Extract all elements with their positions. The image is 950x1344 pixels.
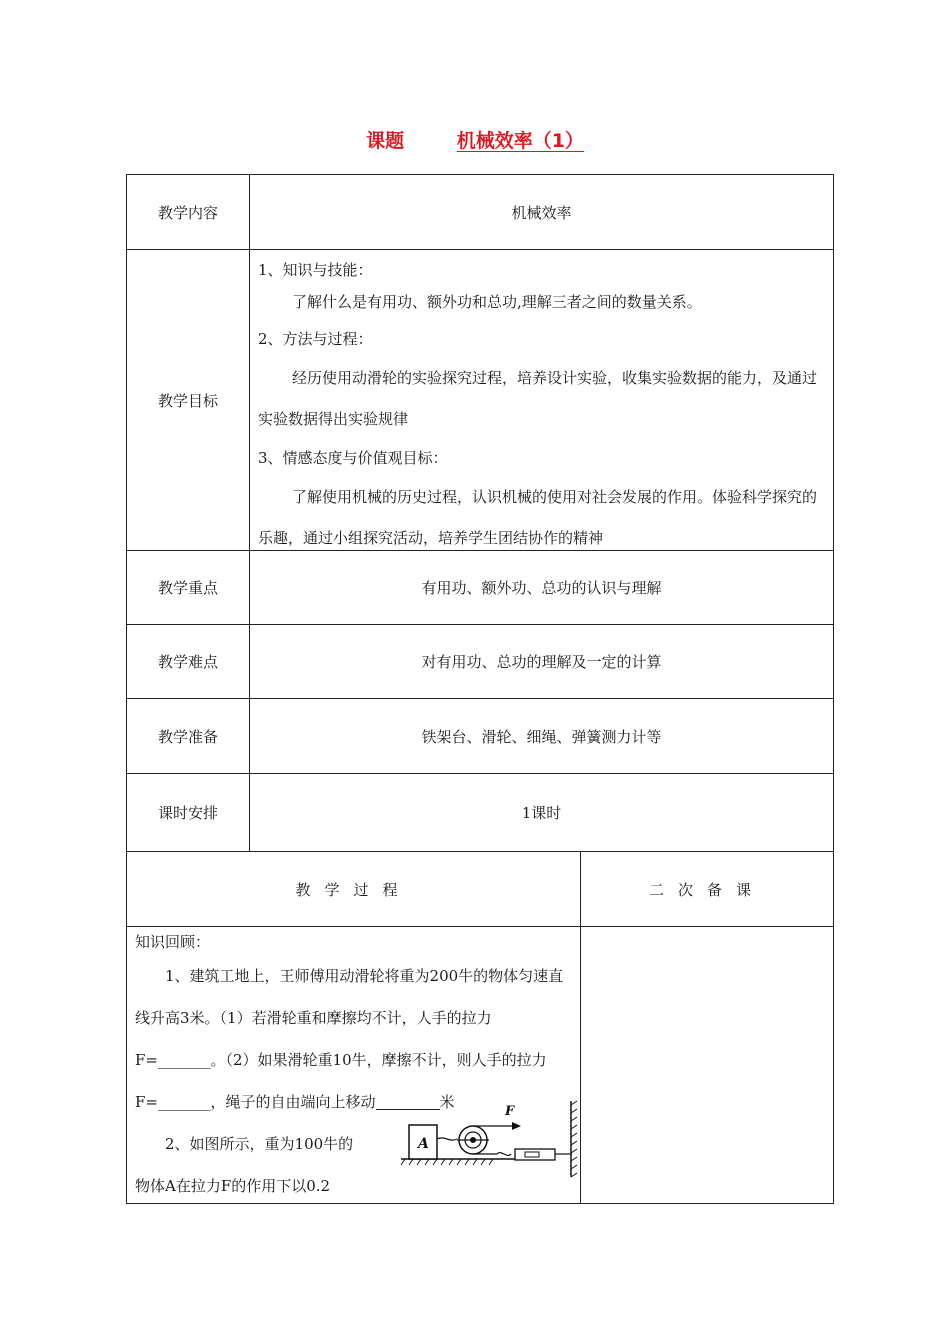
force-label: F bbox=[505, 1104, 515, 1119]
objectives-block bbox=[250, 250, 833, 550]
row-value-preparation: 铁架台、滑轮、细绳、弹簧测力计等 bbox=[421, 727, 662, 746]
question-2-line-2: 物体A在拉力F的作用下以0.2 bbox=[135, 1177, 331, 1195]
lesson-plan-table bbox=[126, 174, 834, 1204]
row-label-difficulty: 教学难点 bbox=[157, 653, 218, 671]
objective-text-2: 经历使用动滑轮的实验探究过程，培养设计实验，收集实验数据的能力，及通过实验数据得出实验规律 bbox=[258, 369, 818, 428]
row-label-preparation: 教学准备 bbox=[157, 727, 218, 746]
page-title bbox=[0, 126, 950, 153]
objective-heading-1: 1、知识与技能： bbox=[258, 261, 373, 279]
row-label-key-point: 教学重点 bbox=[157, 579, 218, 597]
block-a-label: A bbox=[418, 1136, 429, 1152]
row-value-schedule: 1课时 bbox=[521, 804, 562, 822]
spring-scale bbox=[515, 1149, 555, 1160]
row-label-schedule: 课时安排 bbox=[157, 804, 218, 822]
question-1: 1、建筑工地上，王师傅用动滑轮将重为200牛的物体匀速直线升高3米。（1）若滑轮重和摩擦均不计，人手的拉力F=_______。（2）如果滑轮重10牛，摩擦不计，则人手的拉力F=_______，绳子的自由端向上移动 米 bbox=[135, 967, 564, 1111]
revision-notes-cell bbox=[581, 927, 833, 1203]
question-2-line-1: 2、如图所示，重为100牛的 bbox=[165, 1135, 354, 1153]
title-label: 课题 bbox=[366, 130, 405, 152]
force-arrow bbox=[512, 1122, 521, 1130]
process-header: 教学过程 bbox=[295, 880, 412, 899]
review-block bbox=[127, 927, 580, 1203]
row-label-objectives: 教学目标 bbox=[157, 391, 218, 410]
row-value-content: 机械效率 bbox=[511, 203, 572, 222]
review-title: 知识回顾： bbox=[135, 933, 211, 951]
row-label-content: 教学内容 bbox=[157, 203, 218, 222]
row-value-key-point: 有用功、额外功、总功的认识与理解 bbox=[421, 579, 662, 597]
objective-text-1: 了解什么是有用功、额外功和总功,理解三者之间的数量关系。 bbox=[292, 293, 702, 311]
title-topic: 机械效率（1） bbox=[456, 130, 584, 152]
objective-heading-2: 2、方法与过程： bbox=[258, 330, 373, 348]
revision-header: 二次备课 bbox=[648, 880, 765, 899]
row-value-difficulty: 对有用功、总功的理解及一定的计算 bbox=[421, 653, 662, 671]
objective-text-3: 了解使用机械的历史过程，认识机械的使用对社会发展的作用。体验科学探究的乐趣，通过小组探究活动，培养学生团结协作的精神 bbox=[258, 488, 818, 547]
objective-heading-3: 3、情感态度与价值观目标： bbox=[258, 449, 448, 467]
pulley-figure bbox=[397, 1099, 580, 1179]
